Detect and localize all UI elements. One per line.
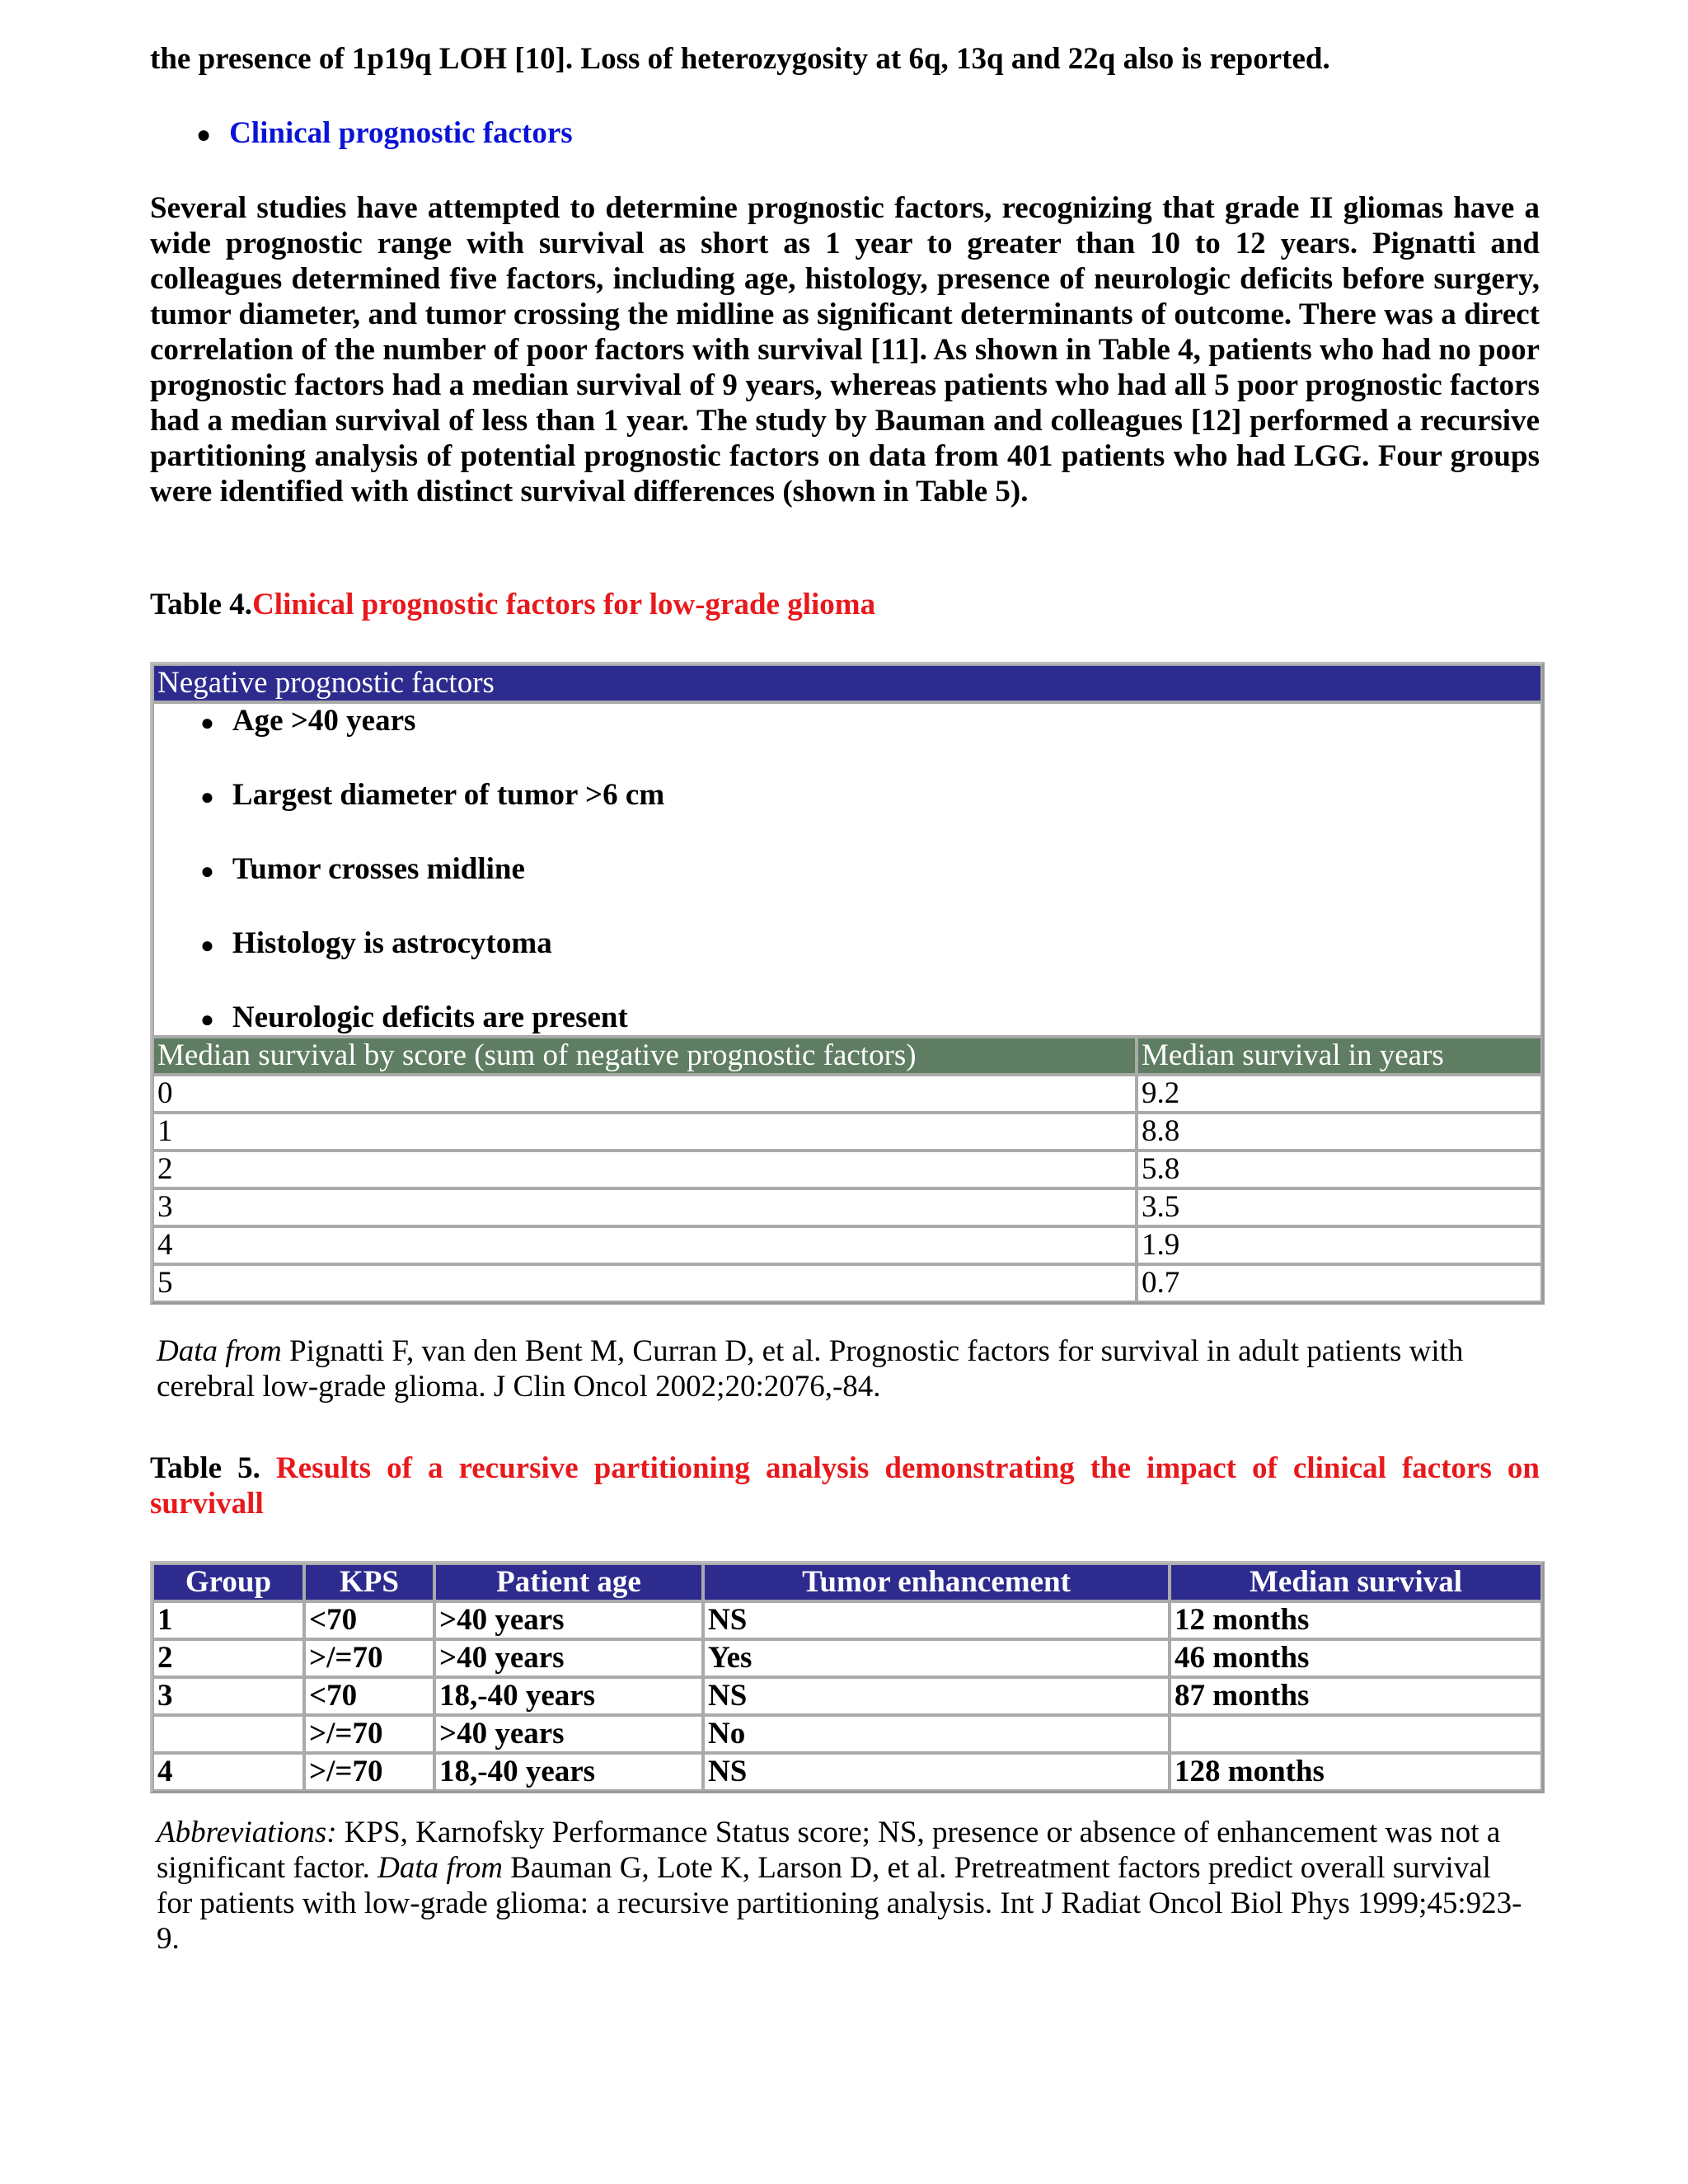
survival-cell: 12 months	[1170, 1601, 1542, 1639]
group-cell: 2	[152, 1639, 304, 1677]
survival-cell	[1170, 1715, 1542, 1753]
score-cell: 0	[152, 1075, 1137, 1113]
factor-label: Largest diameter of tumor >6 cm	[232, 778, 665, 812]
age-cell: 18,-40 years	[434, 1753, 703, 1791]
factor-list	[154, 704, 1540, 1035]
bullet-icon: ●	[196, 121, 212, 148]
column-header: Median survival	[1170, 1563, 1542, 1601]
table5-caption-title: Results of a recursive partitioning analysis demonstrating the impact of clinical factors on survivall	[150, 1451, 1540, 1521]
table-row	[152, 1264, 1542, 1302]
section-heading	[196, 115, 573, 151]
years-cell: 8.8	[1137, 1113, 1542, 1151]
bullet-icon: ●	[200, 1007, 214, 1033]
enhancement-cell: Yes	[703, 1639, 1170, 1677]
enhancement-cell: NS	[703, 1677, 1170, 1715]
enhancement-cell: NS	[703, 1601, 1170, 1639]
factor-item	[200, 778, 1540, 852]
intro-line: the presence of 1p19q LOH [10]. Loss of heterozygosity at 6q, 13q and 22q also is reported.	[150, 42, 1330, 76]
bullet-icon: ●	[200, 859, 214, 884]
kps-cell: <70	[304, 1601, 434, 1639]
factor-item	[200, 1001, 1540, 1035]
years-cell: 5.8	[1137, 1151, 1542, 1188]
factor-item	[200, 704, 1540, 778]
score-cell: 2	[152, 1151, 1137, 1188]
years-cell: 1.9	[1137, 1226, 1542, 1264]
table4-body	[152, 1075, 1542, 1302]
table4-caption	[150, 587, 875, 622]
table4-source-note	[157, 1333, 1525, 1404]
kps-cell: <70	[304, 1677, 434, 1715]
table-row	[152, 1075, 1542, 1113]
section-heading-label: Clinical prognostic factors	[229, 116, 573, 150]
group-cell: 1	[152, 1601, 304, 1639]
table5-caption	[150, 1451, 1540, 1521]
score-header: Median survival by score (sum of negative prognostic factors)	[152, 1037, 1137, 1075]
body-paragraph: Several studies have attempted to determine prognostic factors, recognizing that grade II gliomas have a wide prognostic range with survival as short as 1 year to greater than 10 to 12 years. Pignatti and colleagues determined five factors, including age, histology, presence of neurologic deficits before surgery, tumor diameter, and tumor crossing the midline as significant determinants of outcome. There was a direct correlation of the number of poor factors with survival [11]. As shown in Table 4, patients who had no poor prognostic factors had a median survival of 9 years, whereas patients who had all 5 poor prognostic factors had a median survival of less than 1 year. The study by Bauman and colleagues [12] performed a recursive partitioning analysis of potential prognostic factors on data from 401 patients who had LGG. Four groups were identified with distinct survival differences (shown in Table 5).	[150, 191, 1540, 509]
column-header: Tumor enhancement	[703, 1563, 1170, 1601]
table5-source-italic: Data from	[377, 1851, 503, 1885]
table4-caption-title: Clinical prognostic factors for low-grade glioma	[252, 588, 876, 621]
table4	[150, 662, 1545, 1305]
table-row	[152, 1113, 1542, 1151]
table5	[150, 1561, 1545, 1793]
table5-abbrev-note	[157, 1815, 1525, 1957]
table4-caption-prefix: Table 4.	[150, 588, 253, 621]
group-cell	[152, 1715, 304, 1753]
bullet-icon: ●	[200, 710, 214, 736]
table-row	[152, 1715, 1542, 1753]
score-cell: 4	[152, 1226, 1137, 1264]
factor-item	[200, 852, 1540, 926]
table-row	[152, 1753, 1542, 1791]
table4-source-italic: Data from	[157, 1334, 282, 1368]
age-cell: >40 years	[434, 1639, 703, 1677]
factor-label: Age >40 years	[232, 704, 416, 738]
factors-cell	[152, 702, 1542, 1037]
years-cell: 9.2	[1137, 1075, 1542, 1113]
table-row	[152, 1188, 1542, 1226]
kps-cell: >/=70	[304, 1715, 434, 1753]
column-header: KPS	[304, 1563, 434, 1601]
score-cell: 1	[152, 1113, 1137, 1151]
age-cell: 18,-40 years	[434, 1677, 703, 1715]
enhancement-cell: No	[703, 1715, 1170, 1753]
enhancement-cell: NS	[703, 1753, 1170, 1791]
kps-cell: >/=70	[304, 1639, 434, 1677]
survival-cell: 87 months	[1170, 1677, 1542, 1715]
survival-cell: 128 months	[1170, 1753, 1542, 1791]
group-cell: 3	[152, 1677, 304, 1715]
column-header: Patient age	[434, 1563, 703, 1601]
table4-header: Negative prognostic factors	[152, 664, 1542, 702]
bullet-icon: ●	[200, 785, 214, 810]
table5-caption-prefix: Table 5.	[150, 1451, 276, 1485]
column-header: Group	[152, 1563, 304, 1601]
table4-source-text: Pignatti F, van den Bent M, Curran D, et al. Prognostic factors for survival in adult patients with cerebral low-grade glioma. J Clin Oncol 2002;20:2076,-84.	[157, 1334, 1464, 1404]
factor-item	[200, 926, 1540, 1001]
factor-label: Neurologic deficits are present	[232, 1001, 628, 1034]
bullet-icon: ●	[200, 933, 214, 958]
table-row	[152, 1151, 1542, 1188]
table5-header-row	[152, 1563, 1542, 1601]
table5-abbrev-text: KPS, Karnofsky Performance Status score; NS, presence or absence of enhancement was not a significant factor.	[157, 1816, 1501, 1885]
age-cell: >40 years	[434, 1715, 703, 1753]
years-cell: 3.5	[1137, 1188, 1542, 1226]
years-header: Median survival in years	[1137, 1037, 1542, 1075]
years-cell: 0.7	[1137, 1264, 1542, 1302]
score-cell: 3	[152, 1188, 1137, 1226]
table5-source-text: Bauman G, Lote K, Larson D, et al. Pretreatment factors predict overall survival for patients with low-grade glioma: a recursive partitioning analysis. Int J Radiat Oncol Biol Phys 1999;45:923-9.	[157, 1851, 1522, 1956]
factor-label: Tumor crosses midline	[232, 852, 525, 886]
table-row	[152, 1601, 1542, 1639]
age-cell: >40 years	[434, 1601, 703, 1639]
table-row	[152, 1639, 1542, 1677]
table-row	[152, 1677, 1542, 1715]
group-cell: 4	[152, 1753, 304, 1791]
table-row	[152, 1226, 1542, 1264]
score-cell: 5	[152, 1264, 1137, 1302]
kps-cell: >/=70	[304, 1753, 434, 1791]
factor-label: Histology is astrocytoma	[232, 926, 552, 960]
table5-body	[152, 1601, 1542, 1791]
table5-abbrev-italic: Abbreviations:	[157, 1816, 337, 1849]
survival-cell: 46 months	[1170, 1639, 1542, 1677]
